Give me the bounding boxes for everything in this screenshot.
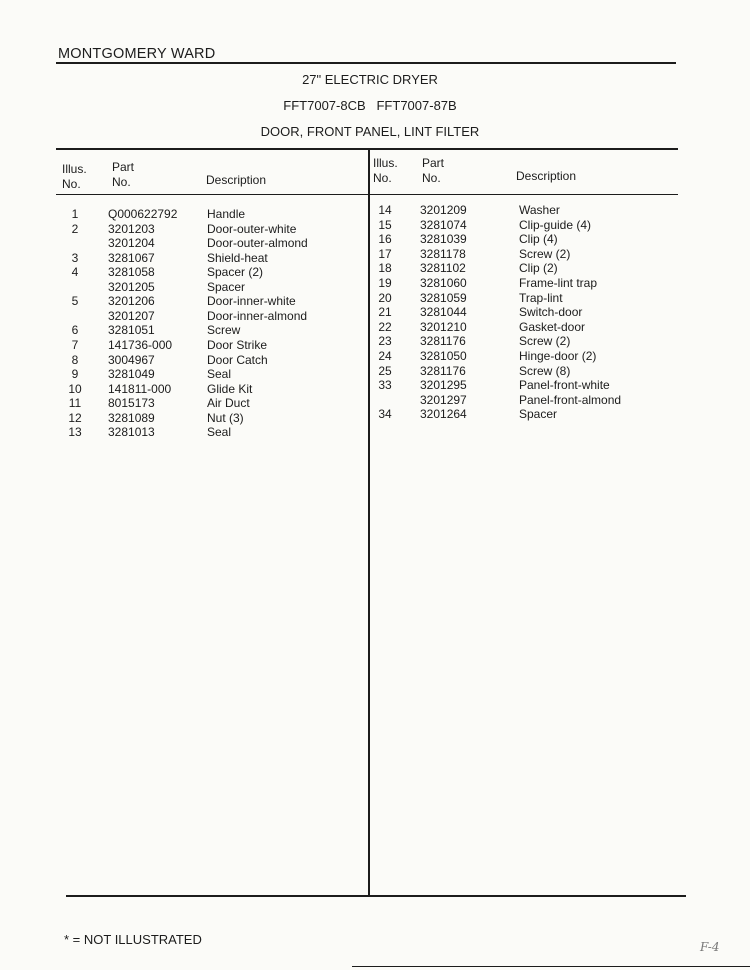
part-description: Door-outer-white bbox=[207, 221, 297, 236]
part-number: 3201205 bbox=[108, 279, 155, 294]
illus-number: 7 bbox=[71, 337, 79, 352]
illus-number: 18 bbox=[378, 261, 392, 276]
page-mark: F-4 bbox=[700, 940, 720, 954]
illus-number: 13 bbox=[68, 425, 82, 440]
part-description: Seal bbox=[207, 425, 232, 440]
illus-number: 14 bbox=[378, 203, 392, 217]
part-description: Screw bbox=[207, 323, 241, 338]
part-number: 3281102 bbox=[420, 261, 466, 276]
left-header-illus: Illus. No. bbox=[62, 162, 87, 191]
illus-number: 12 bbox=[68, 410, 82, 425]
part-number: 3281178 bbox=[420, 246, 466, 261]
illus-number: 3 bbox=[71, 250, 79, 265]
part-description: Door-outer-almond bbox=[207, 236, 308, 251]
part-number: 3281013 bbox=[108, 425, 155, 440]
part-number: 3281060 bbox=[420, 276, 467, 290]
part-description: Spacer bbox=[207, 279, 246, 294]
section-title: DOOR, FRONT PANEL, LINT FILTER bbox=[260, 124, 480, 139]
left-header-part: Part No. bbox=[112, 160, 135, 189]
part-number: 3201204 bbox=[108, 236, 155, 251]
part-number: 3201203 bbox=[108, 221, 155, 236]
part-description: Screw (2) bbox=[519, 246, 571, 261]
part-description: Shield-heat bbox=[207, 250, 268, 265]
header-bottom-rule bbox=[56, 194, 678, 195]
part-number: 3201297 bbox=[420, 392, 467, 407]
document-title: 27" ELECTRIC DRYER bbox=[302, 72, 438, 87]
illus-number: 17 bbox=[378, 246, 392, 261]
column-divider bbox=[368, 150, 370, 896]
illus-number: 15 bbox=[378, 217, 392, 232]
part-number: 8015173 bbox=[108, 396, 155, 411]
illus-number: 22 bbox=[378, 319, 392, 334]
illus-number: 1 bbox=[71, 207, 79, 221]
part-description: Frame-lint trap bbox=[519, 276, 598, 290]
part-number: 141811-000 bbox=[108, 381, 172, 396]
illus-number: 21 bbox=[378, 305, 392, 320]
part-description: Trap-lint bbox=[519, 290, 563, 305]
brand-name: MONTGOMERY WARD bbox=[58, 46, 216, 62]
illus-number: 23 bbox=[378, 334, 392, 349]
part-description: Spacer bbox=[519, 407, 558, 422]
table-top-rule bbox=[56, 148, 678, 150]
part-description: Door-inner-almond bbox=[207, 308, 308, 323]
part-description: Nut (3) bbox=[207, 410, 244, 425]
illus-number: 24 bbox=[378, 349, 392, 363]
illus-number: 8 bbox=[71, 352, 79, 367]
part-description: Panel-front-almond bbox=[519, 392, 622, 407]
part-number: Q000622792 bbox=[108, 207, 178, 221]
part-description: Hinge-door (2) bbox=[519, 349, 597, 363]
part-number: 3281051 bbox=[108, 323, 155, 338]
footnote: * = NOT ILLUSTRATED bbox=[64, 932, 202, 947]
table-bottom-rule bbox=[66, 895, 686, 897]
part-number: 3281039 bbox=[420, 232, 467, 247]
part-number: 3281176 bbox=[420, 363, 466, 378]
illus-number: 5 bbox=[71, 294, 79, 309]
part-description: Clip (4) bbox=[519, 232, 558, 247]
part-number: 3281074 bbox=[420, 217, 467, 232]
part-number: 3281067 bbox=[108, 250, 155, 265]
part-description: Door-inner-white bbox=[207, 294, 296, 309]
part-number: 3201264 bbox=[420, 407, 467, 422]
brand-rule bbox=[56, 62, 676, 64]
part-description: Screw (2) bbox=[519, 334, 571, 349]
part-description: Spacer (2) bbox=[207, 265, 264, 280]
part-number: 3201210 bbox=[420, 319, 467, 334]
model-numbers: FFT7007-8CB FFT7007-87B bbox=[283, 98, 457, 113]
illus-number: 19 bbox=[378, 276, 392, 290]
left-header-description: Description bbox=[206, 173, 267, 187]
illus-number: 34 bbox=[378, 407, 392, 422]
right-header-description: Description bbox=[516, 169, 577, 183]
part-description: Clip (2) bbox=[519, 261, 558, 276]
part-number: 3201209 bbox=[420, 203, 467, 217]
illus-number: 9 bbox=[71, 367, 79, 382]
part-number: 3201295 bbox=[420, 378, 467, 393]
part-number: 3281089 bbox=[108, 410, 155, 425]
part-description: Door Strike bbox=[207, 337, 268, 352]
part-description: Glide Kit bbox=[207, 381, 253, 396]
part-number: 3004967 bbox=[108, 352, 155, 367]
part-number: 3201207 bbox=[108, 308, 155, 323]
right-header-illus: Illus. No. bbox=[373, 156, 398, 185]
part-description: Washer bbox=[519, 203, 560, 217]
part-description: Air Duct bbox=[207, 396, 250, 411]
part-description: Screw (8) bbox=[519, 363, 571, 378]
illus-number: 4 bbox=[71, 265, 79, 280]
part-number: 141736-000 bbox=[108, 337, 173, 352]
illus-number: 6 bbox=[71, 323, 79, 338]
illus-number: 20 bbox=[378, 290, 392, 305]
part-description: Door Catch bbox=[207, 352, 268, 367]
illus-number: 11 bbox=[68, 396, 82, 411]
part-description: Panel-front-white bbox=[519, 378, 610, 393]
part-number: 3281058 bbox=[108, 265, 155, 280]
part-description: Gasket-door bbox=[519, 319, 586, 334]
part-number: 3281049 bbox=[108, 367, 155, 382]
illus-number: 33 bbox=[378, 378, 392, 393]
illus-number: 2 bbox=[71, 221, 79, 236]
part-description: Switch-door bbox=[519, 305, 583, 320]
right-header-part: Part No. bbox=[422, 156, 445, 185]
part-description: Seal bbox=[207, 367, 232, 382]
part-description: Handle bbox=[207, 207, 246, 221]
illus-number: 16 bbox=[378, 232, 392, 247]
footer-rule bbox=[352, 966, 750, 967]
part-number: 3281044 bbox=[420, 305, 467, 320]
illus-number: 25 bbox=[378, 363, 392, 378]
part-number: 3281176 bbox=[420, 334, 466, 349]
part-number: 3281050 bbox=[420, 349, 467, 363]
part-description: Clip-guide (4) bbox=[519, 217, 592, 232]
part-number: 3281059 bbox=[420, 290, 467, 305]
illus-number: 10 bbox=[68, 381, 82, 396]
part-number: 3201206 bbox=[108, 294, 155, 309]
